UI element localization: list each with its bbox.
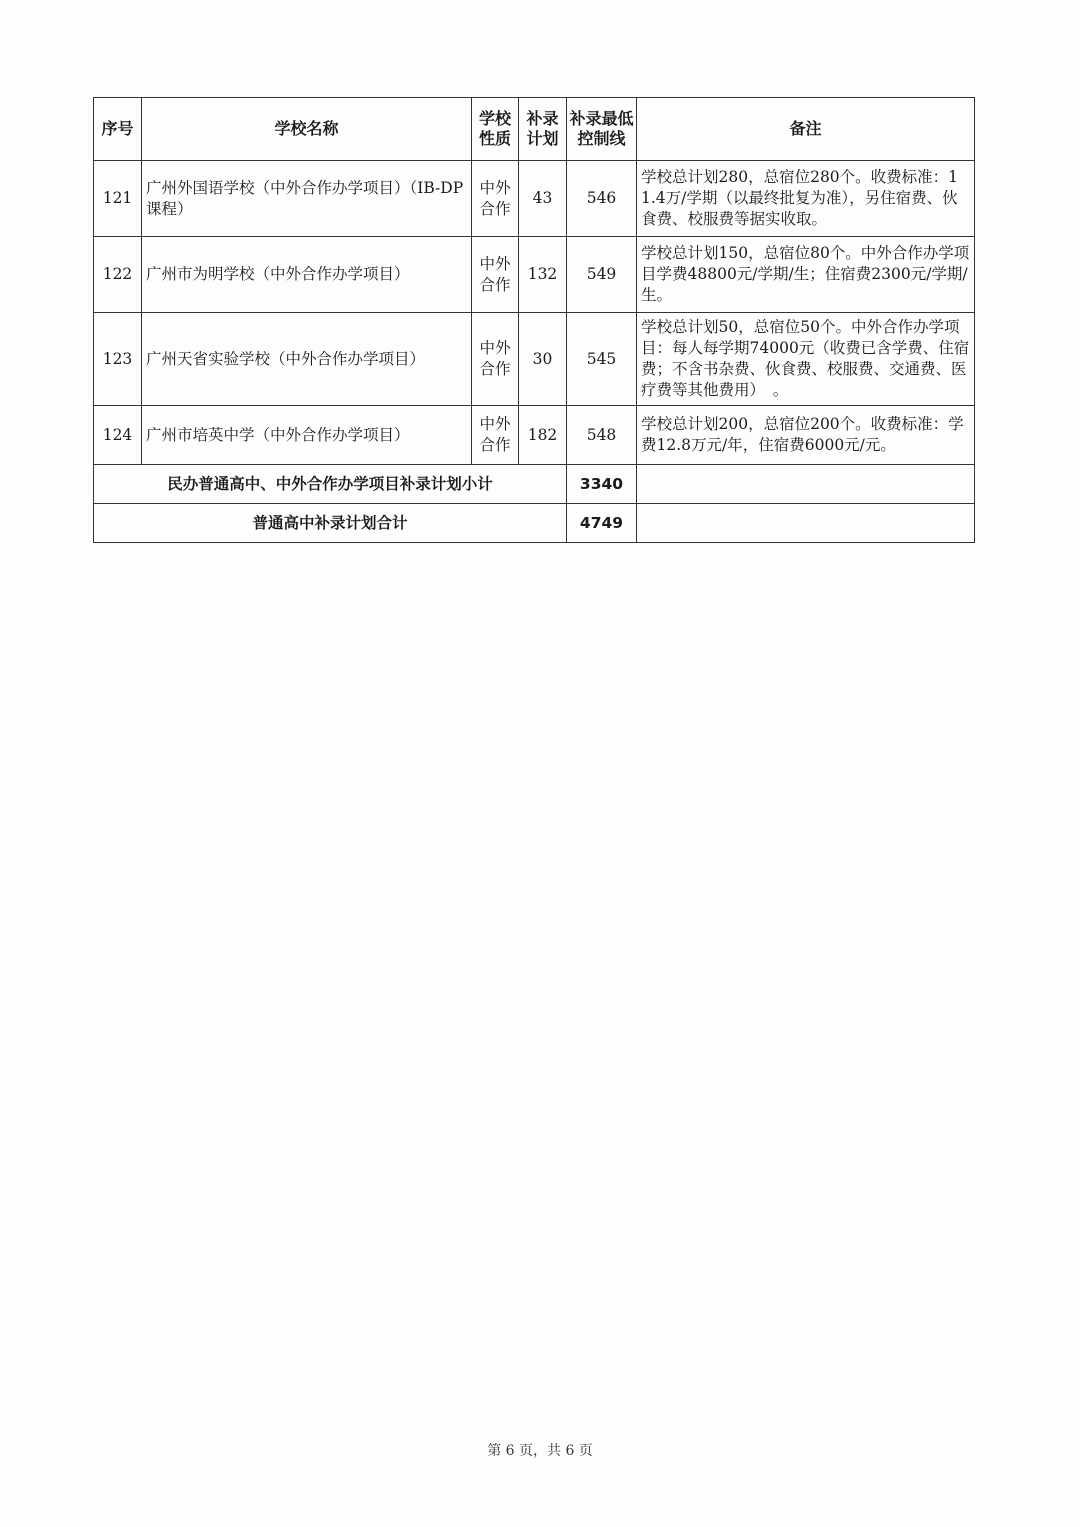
cell-note: 学校总计划150，总宿位80个。中外合作办学项目学费48800元/学期/生；住宿费2300元/学期/生。 bbox=[637, 237, 975, 313]
table-row bbox=[94, 237, 975, 313]
cell-note: 学校总计划280，总宿位280个。收费标准：11.4万/学期（以最终批复为准），另住宿费、伙食费、校服费等据实收取。 bbox=[637, 161, 975, 237]
cell-note: 学校总计划200，总宿位200个。收费标准：学费12.8万元/年，住宿费6000元/元。 bbox=[637, 406, 975, 465]
cell-plan: 182 bbox=[519, 406, 567, 465]
cell-seq: 122 bbox=[94, 237, 142, 313]
cell-min-line: 549 bbox=[567, 237, 637, 313]
supplementary-plan-table bbox=[93, 97, 975, 543]
cell-seq: 123 bbox=[94, 313, 142, 406]
total-empty-cell bbox=[637, 504, 975, 543]
cell-school-nature: 中外合作 bbox=[472, 406, 519, 465]
page-footer: 第 6 页，共 6 页 bbox=[487, 1443, 593, 1459]
cell-school-nature: 中外合作 bbox=[472, 313, 519, 406]
cell-seq: 124 bbox=[94, 406, 142, 465]
cell-min-line: 546 bbox=[567, 161, 637, 237]
total-label: 普通高中补录计划合计 bbox=[94, 504, 567, 543]
total-value: 4749 bbox=[567, 504, 637, 543]
header-school-nature: 学校性质 bbox=[472, 98, 519, 161]
cell-min-line: 545 bbox=[567, 313, 637, 406]
cell-plan: 43 bbox=[519, 161, 567, 237]
cell-plan: 30 bbox=[519, 313, 567, 406]
cell-school-name: 广州市为明学校（中外合作办学项目） bbox=[142, 237, 472, 313]
cell-school-nature: 中外合作 bbox=[472, 161, 519, 237]
subtotal-empty-cell bbox=[637, 465, 975, 504]
cell-school-name: 广州外国语学校（中外合作办学项目）（IB-DP课程） bbox=[142, 161, 472, 237]
cell-note: 学校总计划50，总宿位50个。中外合作办学项目：每人每学期74000元（收费已含学费、住宿费；不含书杂费、伙食费、校服费、交通费、医疗费等其他费用） 。 bbox=[637, 313, 975, 406]
header-note: 备注 bbox=[637, 98, 975, 161]
table-row bbox=[94, 161, 975, 237]
subtotal-row bbox=[94, 465, 975, 504]
cell-min-line: 548 bbox=[567, 406, 637, 465]
cell-school-name: 广州天省实验学校（中外合作办学项目） bbox=[142, 313, 472, 406]
total-row bbox=[94, 504, 975, 543]
header-school-name: 学校名称 bbox=[142, 98, 472, 161]
cell-seq: 121 bbox=[94, 161, 142, 237]
table-header-row bbox=[94, 98, 975, 161]
subtotal-value: 3340 bbox=[567, 465, 637, 504]
table-row bbox=[94, 406, 975, 465]
header-plan: 补录计划 bbox=[519, 98, 567, 161]
table-row bbox=[94, 313, 975, 406]
header-min-line: 补录最低控制线 bbox=[567, 98, 637, 161]
cell-school-nature: 中外合作 bbox=[472, 237, 519, 313]
cell-school-name: 广州市培英中学（中外合作办学项目） bbox=[142, 406, 472, 465]
header-seq: 序号 bbox=[94, 98, 142, 161]
subtotal-label: 民办普通高中、中外合作办学项目补录计划小计 bbox=[94, 465, 567, 504]
cell-plan: 132 bbox=[519, 237, 567, 313]
